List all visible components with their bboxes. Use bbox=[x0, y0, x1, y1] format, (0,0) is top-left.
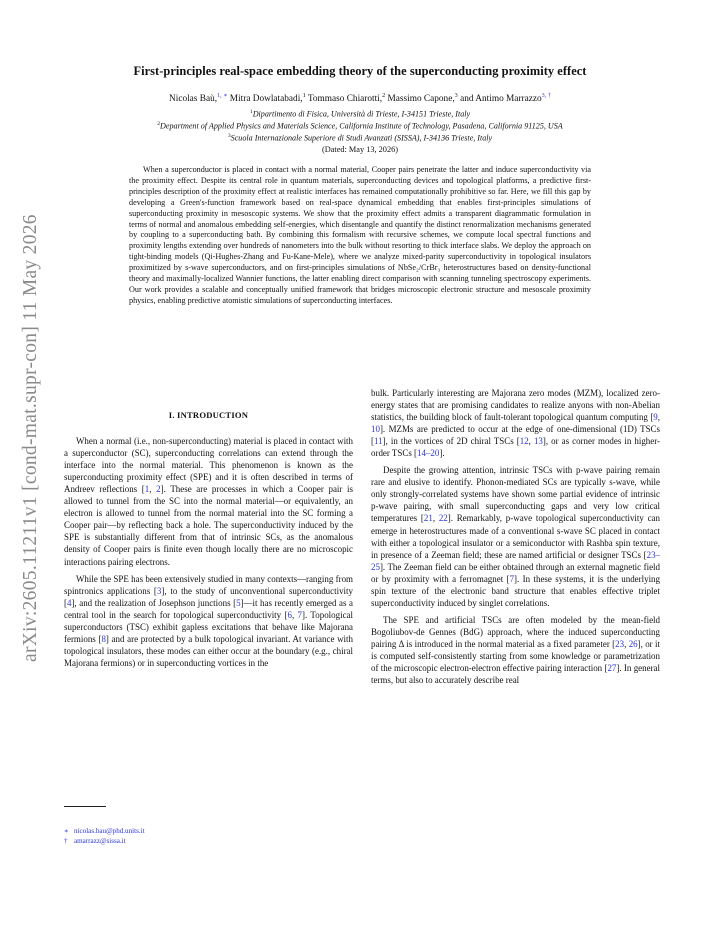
citation-link[interactable]: 14–20 bbox=[417, 448, 440, 459]
paragraph-text: ], or as corner modes in higher-order TSCs [ bbox=[371, 436, 660, 459]
footnote-divider bbox=[64, 806, 106, 807]
author: Mitra Dowlatabadi,$^1$ bbox=[229, 92, 306, 105]
paragraph-text: When a normal (i.e., non-superconducting) material is placed in contact with a superconductor (SC), superconducting correlations can extend through the interface into the normal material. This phenomenon is known as the superconducting proximity effect (SPE) and it is often described in terms of Andreev reflections [ bbox=[64, 436, 353, 495]
paragraph-text: ]. bbox=[439, 448, 445, 459]
affiliation-3 bbox=[40, 133, 680, 143]
citation-link[interactable]: 8 bbox=[101, 633, 106, 644]
citation-link[interactable]: 12 bbox=[519, 436, 529, 447]
email-link[interactable]: amarrazz@sissa.it bbox=[74, 837, 126, 846]
citation-link[interactable]: 23 bbox=[615, 638, 625, 649]
body-paragraph bbox=[64, 573, 353, 669]
citation-link[interactable]: 1 bbox=[144, 484, 150, 495]
citation-link[interactable]: 5 bbox=[236, 597, 241, 608]
citation-link[interactable]: 7 bbox=[509, 573, 515, 584]
citation-link[interactable]: 10 bbox=[371, 424, 380, 435]
body-paragraph bbox=[371, 464, 660, 609]
citation-link[interactable]: 26 bbox=[628, 638, 638, 649]
right-column bbox=[371, 387, 660, 686]
paragraph-text: , bbox=[657, 412, 660, 423]
left-column bbox=[64, 409, 353, 669]
citation-link[interactable]: 22 bbox=[438, 513, 448, 524]
paragraph-text: Despite the growing attention, intrinsic TSCs with p-wave pairing remain rare and elusive to identify. Phonon-mediated SCs are typically s-wave, while only strongly-correlated systems have shown some partial evidence of intrinsic p-wave pairing, with small superconducting gaps and very low critical temperatures [ bbox=[371, 465, 660, 524]
footnote bbox=[64, 836, 353, 846]
citation-link[interactable]: 9 bbox=[653, 412, 658, 423]
affiliation-text: Department of Applied Physics and Materials Science, California Institute of Technology, Pasadena, California 91125, USA bbox=[160, 121, 563, 131]
paragraph-text: , bbox=[149, 484, 157, 495]
paragraph-text: , bbox=[624, 638, 629, 649]
abstract: When a superconductor is placed in contact with a normal material, Cooper pairs penetrate the latter and induce superconductivity via the proximity effect. Despite its central role in quantum materials, superconducting devices and topological platforms, a predictive first-principles description of the proximity effect at realistic interfaces has remained computationally prohibitive so far. Here, we fill this gap by developing a Green's-function framework based on real-space dynamical embedding that enables first-principles simulations of superconducting proximity in mesoscopic systems. We show that the proximity effect admits a transparent diagrammatic formulation in terms of normal and anomalous embedding self-energies, which disentangle and quantify the distinct renormalization mechanisms generated by coupling to a superconducting bath. By combining this formalism with recursive schemes, we compute local spectral functions and proximity lengths extending over hundreds of nanometers into the bulk without resorting to thick interface slabs. We deploy the approach on tight-binding models (Qi-Hughes-Zhang and Fu-Kane-Mele), where we analyze mixed-parity superconductivity in topological insulators proximitized by s-wave superconductors, and on first-principles simulations of NbSe₂/CrBr₃ heterostructures based on density-functional theory and maximally-localized Wannier functions, the latter enabling direct comparison with scanning tunneling spectroscopy experiments. Our work provides a scalable and conceptually unified framework that bridges microscopic electronic structure and mesoscale proximity physics, enabling predictive atomistic simulations of superconducting interfaces. bbox=[129, 165, 591, 305]
body-paragraph bbox=[371, 387, 660, 459]
paragraph-text: ]. In general terms, but also to accurately describe real bbox=[371, 663, 660, 686]
paragraph-text: , bbox=[291, 609, 298, 620]
paragraph-text: ]. MZMs are predicted to occur at the edge of one-dimensional (1D) TSCs [ bbox=[371, 424, 660, 447]
paragraph-text: ]. These are processes in which a Cooper pair is allowed to tunnel from the SC into the normal material—or equivalently, an electron is allowed to tunnel from the normal material into the SC forming a Cooper pair—by reflecting back a hole. The superconductivity induced by the SPE is substantially different from that of intrinsic SCs, as the anomalous density of Cooper pairs is finite even though locally there are no microscopic interactions pairing electrons. bbox=[64, 484, 353, 567]
paragraph-text: ]. Remarkably, p-wave topological superconductivity can emerge in heterostructures made of a conventional s-wave SC placed in contact with either a topological insulator or a semiconductor with Rashba spin texture, in presence of a Zeeman field; these are named artificial or designer TSCs [ bbox=[371, 513, 660, 560]
author: and Antimo Marrazzo$^{3, \dagger}$ bbox=[460, 92, 551, 105]
paragraph-text: The SPE and artificial TSCs are often modeled by the mean-field Bogoliubov-de Gennes (BdG) approach, where the induced superconducting pairing Δ is introduced in the normal material as a fixed parameter [ bbox=[371, 614, 660, 649]
affiliation-number: 3 bbox=[227, 133, 231, 139]
paragraph-text: ], or it is computed self-consistently starting from some knowledge or parametrization of the microscopic electron-electron effective pairing interaction [ bbox=[371, 638, 660, 674]
affiliation-number: 1 bbox=[249, 109, 253, 115]
citation-link[interactable]: 7 bbox=[297, 609, 303, 620]
section-heading-introduction: I. INTRODUCTION bbox=[168, 410, 249, 420]
paragraph-text: While the SPE has been extensively studied in many contexts—ranging from spintronics applications [ bbox=[64, 573, 353, 596]
paragraph-text: ]. Topological superconductors (TSC) exhibit gapless excitations that behave like Majorana fermions [ bbox=[64, 609, 353, 644]
author: Tommaso Chiarotti,$^2$ bbox=[307, 92, 386, 105]
citation-link[interactable]: 11 bbox=[373, 436, 383, 447]
citation-link[interactable]: 27 bbox=[607, 663, 617, 674]
author-affiliation-link[interactable]: 1, ∗ bbox=[217, 92, 228, 99]
paragraph-text: ], to the study of unconventional superconductivity [ bbox=[64, 585, 353, 608]
body-paragraph bbox=[64, 435, 353, 568]
citation-link[interactable]: 3 bbox=[156, 585, 162, 596]
footnote-mark: † bbox=[64, 837, 68, 846]
paragraph-text: , bbox=[528, 436, 534, 447]
author-affiliation-mark: 2 bbox=[382, 92, 386, 99]
paragraph-text: bulk. Particularly interesting are Majorana zero modes (MZM), localized zero-energy states that are promising candidates to realize anyons with non-Abelian statistics, the building block of fault-tolerant topological quantum computing [ bbox=[371, 388, 660, 423]
author: Massimo Capone,$^3$ bbox=[387, 92, 458, 105]
paragraph-text: ], in the vortices of 2D chiral TSCs [ bbox=[382, 436, 520, 447]
date-line: (Dated: May 13, 2026) bbox=[321, 145, 399, 154]
affiliation-text: Scuola Internazionale Superiore di Studi Avanzati (SISSA), I-34136 Trieste, Italy bbox=[230, 133, 493, 143]
citation-link[interactable]: 23–25 bbox=[371, 549, 660, 572]
paragraph-text: ]. In these systems, it is the underlying spin texture of the electronic band structure that enables effective triplet superconductivity induced by singlet correlations. bbox=[371, 573, 660, 608]
citation-link[interactable]: 13 bbox=[533, 436, 543, 447]
left-column-paragraphs bbox=[64, 435, 353, 669]
citation-link[interactable]: 6 bbox=[287, 609, 292, 620]
author-affiliation-link[interactable]: 3, † bbox=[541, 92, 551, 99]
paper-title: First-principles real-space embedding theory of the superconducting proximity effect bbox=[133, 64, 587, 78]
author-affiliation-mark: 1 bbox=[302, 92, 306, 99]
footnote bbox=[64, 826, 353, 836]
affiliation-text: Dipartimento di Fisica, Università di Trieste, I-34151 Trieste, Italy bbox=[252, 109, 471, 119]
author: Nicolas Baù,$^{1, ∗}$ bbox=[169, 92, 228, 105]
citation-link[interactable]: 4 bbox=[66, 597, 72, 608]
affiliation-2 bbox=[40, 121, 680, 131]
paragraph-text: ]—it has recently emerged as a central tool in the search for topological superconductivity [ bbox=[64, 597, 354, 620]
paragraph-text: ], and the realization of Josephson junctions [ bbox=[71, 597, 237, 608]
citation-link[interactable]: 21 bbox=[423, 513, 433, 524]
citation-link[interactable]: 2 bbox=[156, 484, 161, 495]
email-link[interactable]: nicolas.bau@phd.units.it bbox=[74, 827, 145, 835]
arxiv-identifier-text: arXiv:2605.11211v1 [cond-mat.supr-con] 11 May 2026 bbox=[20, 214, 41, 662]
paragraph-text: ] and are protected by a bulk topological invariant. At variance with topological insulators, these modes can either occur at the boundary (e.g., chiral Majorana fermions) or in superconducting vortices in the bbox=[64, 633, 353, 668]
right-column-paragraphs bbox=[371, 387, 660, 686]
paragraph-text: , bbox=[432, 513, 439, 524]
affiliation-1 bbox=[40, 109, 680, 119]
paragraph-text: ]. The Zeeman field can be either obtained through an external magnetic field or by proximity with a ferromagnet [ bbox=[371, 561, 660, 584]
author-affiliation-mark: 3 bbox=[454, 92, 458, 99]
author-list bbox=[60, 92, 660, 104]
footnotes bbox=[64, 826, 353, 847]
footnote-mark: ∗ bbox=[64, 827, 69, 835]
affiliation-number: 2 bbox=[157, 121, 161, 127]
body-paragraph bbox=[371, 614, 660, 686]
